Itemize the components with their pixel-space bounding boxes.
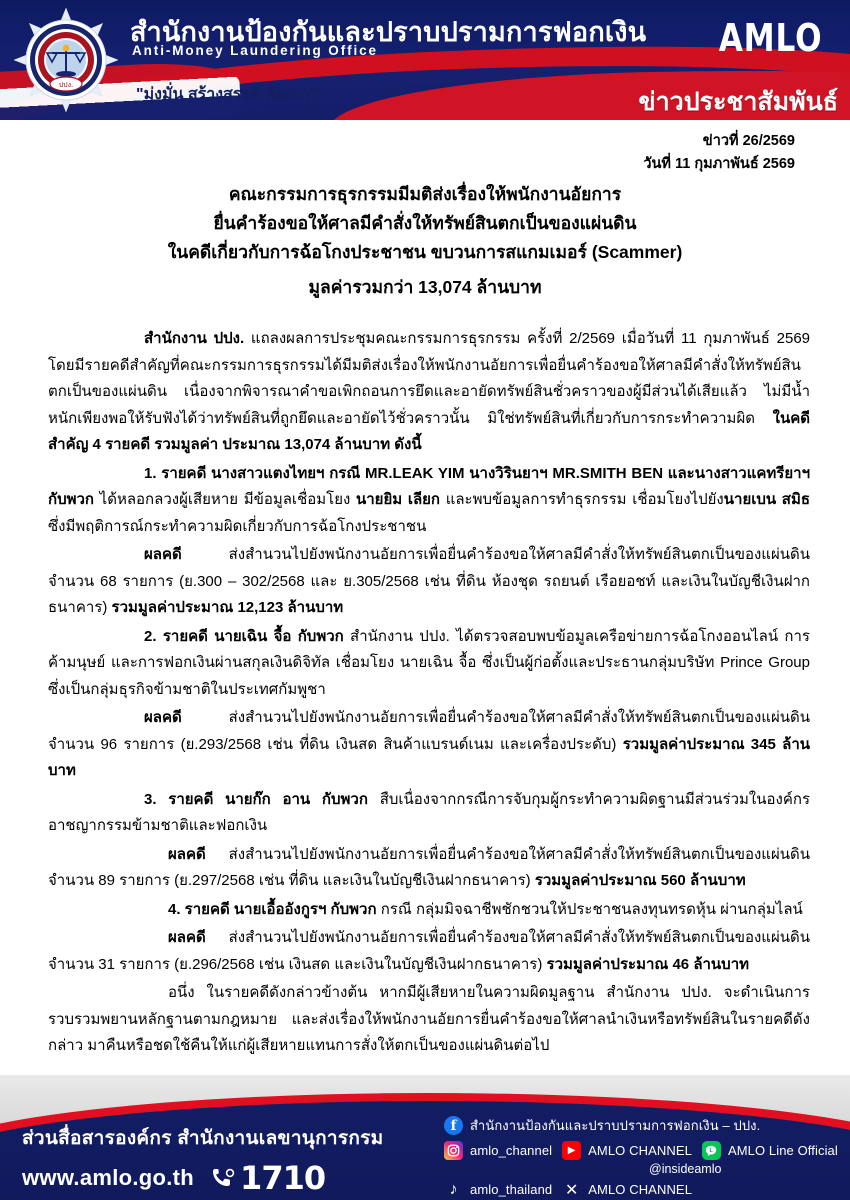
org-title-thai: สำนักงานป้องกันและปราบปรามการฟอกเงิน [130, 17, 647, 47]
news-date: วันที่ 11 กุมภาพันธ์ 2569 [643, 156, 795, 172]
case-4-result-label: ผลคดี [168, 929, 206, 946]
case-1-paragraph [48, 461, 810, 541]
case-1-result-label: ผลคดี [144, 546, 182, 563]
tiktok-label[interactable]: amlo_thailand [470, 1182, 553, 1197]
news-number: ข่าวที่ 26/2569 [702, 133, 795, 149]
footer-web-hotline-row [22, 1159, 384, 1197]
footer-website[interactable]: www.amlo.go.th [22, 1165, 195, 1190]
document-meta [643, 130, 795, 176]
hotline-block [210, 1159, 325, 1197]
phone-icon [210, 1165, 236, 1191]
hotline-number: 1710 [240, 1159, 326, 1197]
case-2-result-label: ผลคดี [144, 709, 182, 726]
case-3-result-text: ส่งสำนวนไปยังพนักงานอัยการเพื่อยื่นคำร้องขอให้ศาลมีคำสั่งให้ทรัพย์สินตกเป็นของแผ่นดิน จำนวน 89 รายการ (ย.297/2568 เช่น ที่ดิน และเงินในบัญชีเงินฝากธนาคาร) [48, 845, 810, 889]
amlo-wordmark: AMLO [718, 16, 822, 60]
facebook-label[interactable]: สำนักงานป้องกันและปราบปรามการฟอกเงิน – ปปง. [470, 1118, 761, 1133]
social-links [444, 1115, 850, 1200]
line-official-id: @insideamlo [649, 1162, 722, 1176]
social-row-ig-yt-line [444, 1141, 850, 1160]
case-2-result-total: รวมมูลค่าประมาณ 345 ล้านบาท [48, 735, 810, 779]
document-body [48, 326, 810, 1062]
intro-rest: แถลงผลการประชุมคณะกรรมการธุรกรรม ครั้งที่ 2/2569 เมื่อวันที่ 11 กุมภาพันธ์ 2569 โดยมีรายคดีสำคัญที่คณะกรรมการธุรกรรมได้มีมติส่งเรื่องให้พนักงานอัยการเพื่อยื่นคำร้องขอให้ศาลมีคำสั่งให้ทรัพย์สินตกเป็นของแผ่นดิน เนื่องจากพิจารณาคำขอเพิกถอนการยึดและอายัดทรัพย์สินชั่วคราวของผู้มีส่วนได้เสียแล้ว ไม่มีน้ำหนักเพียงพอให้รับฟังได้ว่าทรัพย์สินที่ถูกยึดและอายัดไว้ชั่วคราวนั้น มิใช่ทรัพย์สินที่เกี่ยวกับการกระทำความผิด [48, 330, 811, 427]
title-line-3: ในคดีเกี่ยวกับการฉ้อโกงประชาชน ขบวนการสแกมเมอร์ (Scammer) [167, 242, 683, 262]
case-3-result-total: รวมมูลค่าประมาณ 560 ล้านบาท [534, 872, 746, 889]
svg-text:L: L [709, 1147, 714, 1154]
case-1-detail-pre: ได้หลอกลวงผู้เสียหาย มีข้อมูลเชื่อมโยง [94, 491, 356, 508]
instagram-icon[interactable] [444, 1141, 463, 1160]
youtube-label[interactable]: AMLO CHANNEL [588, 1143, 692, 1158]
case-1-result [48, 542, 810, 622]
case-1-name-2: นายเบน สมิธ [723, 491, 811, 508]
intro-paragraph [48, 326, 810, 459]
tiktok-icon[interactable]: ♪ [449, 1180, 458, 1198]
case-3-detail: สืบเนื่องจากกรณีการจับกุมผู้กระทำความผิดฐานมีส่วนร่วมในองค์กรอาชญากรรมข้ามชาติและฟอกเงิน [48, 790, 810, 834]
case-3-result [48, 842, 810, 895]
case-3-result-label: ผลคดี [168, 845, 206, 863]
intro-lead: สำนักงาน ปปง. [144, 330, 245, 347]
case-2-result-text: ส่งสำนวนไปยังพนักงานอัยการเพื่อยื่นคำร้องขอให้ศาลมีคำสั่งให้ทรัพย์สินตกเป็นของแผ่นดิน จำนวน 96 รายการ (ย.293/2568 เช่น ที่ดิน เงินสด สินค้าแบรนด์เนม และเครื่องประดับ) [48, 709, 810, 753]
amlo-seal-icon [14, 8, 118, 112]
page-footer [0, 1075, 850, 1200]
case-1-detail-mid: และพบข้อมูลการทำธุรกรรม เชื่อมโยงไปยัง [440, 491, 724, 508]
x-twitter-icon[interactable]: ✕ [565, 1180, 579, 1199]
instagram-label[interactable]: amlo_channel [470, 1143, 553, 1158]
closing-paragraph: อนึ่ง ในรายคดีดังกล่าวข้างต้น หากมีผู้เสียหายในความผิดมูลฐาน สำนักงาน ปปง. จะดำเนินการรวบรวมพยานหลักฐานตามกฎหมาย และส่งเรื่องให้พนักงานอัยการยื่นคำร้องขอให้ศาลนำเงินหรือทรัพย์สินในรายคดีดังกล่าว มาคืนหรือชดใช้คืนให้แก่ผู้เสียหายแทนการสั่งให้ตกเป็นของแผ่นดินต่อไป [48, 984, 810, 1054]
page-header [0, 0, 850, 120]
press-release-banner: ข่าวประชาสัมพันธ์ [638, 88, 838, 116]
case-4-heading: 4. รายคดี นายเอื้ออังกูรฯ กับพวก [168, 900, 377, 918]
footer-org-line: ส่วนสื่อสารองค์กร สำนักงานเลขานุการกรม [22, 1128, 384, 1149]
case-4-result-text: ส่งสำนวนไปยังพนักงานอัยการเพื่อยื่นคำร้องขอให้ศาลมีคำสั่งให้ทรัพย์สินตกเป็นของแผ่นดิน จำนวน 31 รายการ (ย.296/2568 เช่น เงินสด และเงินในบัญชีเงินฝากธนาคาร) [48, 929, 810, 973]
social-row-facebook [444, 1115, 850, 1136]
case-2-detail: สำนักงาน ปปง. ได้ตรวจสอบพบข้อมูลเครือข่ายการฉ้อโกงออนไลน์ การค้ามนุษย์ และการฟอกเงินผ่านสกุลเงินดิจิทัล เชื่อมโยง นายเฉิน จื้อ ซึ่งเป็นผู้ก่อตั้งและประธานกลุ่มบริษัท Prince Group ซึ่งเป็นกลุ่มธุรกิจข้ามชาติในประเทศกัมพูชา [48, 627, 810, 698]
case-2-heading: 2. รายคดี นายเฉิน จื้อ กับพวก [144, 627, 344, 645]
case-1-result-total: รวมมูลค่าประมาณ 12,123 ล้านบาท [111, 599, 344, 616]
line-icon[interactable] [702, 1141, 721, 1160]
title-line-1: คณะกรรมการธุรกรรมมีมติส่งเรื่องให้พนักงานอัยการ [228, 184, 622, 204]
case-3-heading: 3. รายคดี นายก๊ก อาน กับพวก [144, 790, 368, 808]
page-title [0, 180, 850, 302]
line-label[interactable]: AMLO Line Official [727, 1143, 838, 1158]
facebook-icon[interactable]: f [444, 1116, 463, 1135]
social-row-tiktok-x [444, 1180, 850, 1199]
case-4-result [48, 925, 810, 978]
org-slogan: "มุ่งมั่น สร้างสรรค์ พัฒนา" [136, 86, 318, 103]
case-2-result [48, 705, 810, 785]
intro-bold-tail: ในคดีสำคัญ 4 รายคดี รวมมูลค่า ประมาณ 13,074 ล้านบาท ดังนี้ [48, 409, 810, 453]
x-twitter-label[interactable]: AMLO CHANNEL [588, 1182, 693, 1197]
title-line-4: มูลค่ารวมกว่า 13,074 ล้านบาท [308, 277, 542, 297]
case-4-result-total: รวมมูลค่าประมาณ 46 ล้านบาท [546, 955, 750, 973]
svg-text:ปปง.: ปปง. [58, 81, 74, 89]
case-4-detail: กรณี กลุ่มมิจฉาชีพชักชวนให้ประชาชนลงทุนทรดหุ้น ผ่านกลุ่มไลน์ [376, 900, 803, 918]
footer-contact-block [22, 1123, 384, 1197]
title-line-2: ยื่นคำร้องขอให้ศาลมีคำสั่งให้ทรัพย์สินตกเป็นของแผ่นดิน [213, 213, 637, 233]
youtube-icon[interactable]: ▶ [562, 1141, 581, 1160]
case-2-paragraph [48, 624, 810, 704]
org-title-english: Anti-Money Laundering Office [132, 43, 378, 58]
case-1-result-text: ส่งสำนวนไปยังพนักงานอัยการเพื่อยื่นคำร้องขอให้ศาลมีคำสั่งให้ทรัพย์สินตกเป็นของแผ่นดิน จำนวน 68 รายการ (ย.300 – 302/2568 และ ย.305/2568 เช่น ที่ดิน ห้องชุด รถยนต์ เรือยอชท์ และเงินในบัญชีเงินฝากธนาคาร) [48, 546, 810, 616]
case-1-detail-post: ซึ่งมีพฤติการณ์กระทำความผิดเกี่ยวกับการฉ้อโกงประชาชน [48, 517, 427, 535]
case-4-paragraph [48, 897, 810, 924]
case-3-paragraph [48, 787, 810, 840]
case-1-name-1: นายยิม เลียก [356, 491, 441, 508]
case-1-heading: 1. รายคดี นางสาวแตงไทยฯ กรณี MR.LEAK YIM นางวิรินยาฯ MR.SMITH BEN และนางสาวแคทรียาฯ กับพวก [48, 464, 810, 508]
